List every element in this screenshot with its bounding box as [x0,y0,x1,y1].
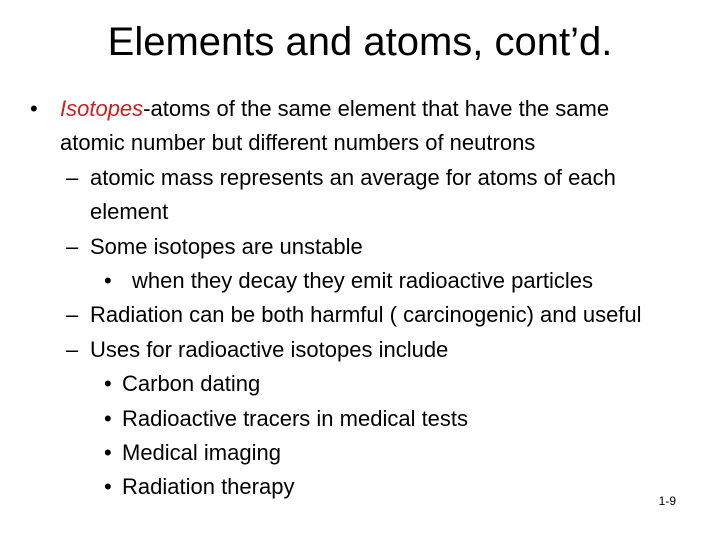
use-text: Radioactive tracers in medical tests [122,405,469,431]
bullet-marker: • [104,405,112,431]
isotopes-definition: -atoms of the same element that have the same [143,96,610,121]
subbullet-atomic-mass-continued [0,195,720,229]
dash-marker: – [66,336,79,362]
subbullet-text: Radiation can be both harmful ( carcinogenic) and useful [90,302,642,328]
list-item-use [0,402,720,436]
subbullet-atomic-mass [0,161,720,195]
slide-content [0,92,720,505]
list-item-use [0,436,720,470]
subbullet-text: Uses for radioactive isotopes include [90,336,449,362]
bullet-isotopes-continued [0,126,720,160]
subbullet-text: atomic mass represents an average for atoms of each [90,164,616,190]
bullet-marker: • [30,96,38,121]
subbullet-uses [0,333,720,367]
use-text: Medical imaging [122,439,281,465]
bullet-marker: • [104,371,112,397]
bullet-marker: • [104,474,112,500]
bullet-marker: • [104,439,112,465]
dash-marker: – [66,233,79,259]
subsubbullet-text: when they decay they emit radioactive particles [132,267,594,293]
subbullet-text: Some isotopes are unstable [90,233,363,259]
use-text: Carbon dating [122,371,261,397]
isotopes-definition-continued: atomic number but different numbers of neutrons [60,130,536,156]
list-item-use [0,367,720,401]
bullet-isotopes [0,92,720,126]
dash-marker: – [66,164,79,190]
subbullet-radiation [0,298,720,332]
slide-title: Elements and atoms, cont’d. [107,20,613,64]
isotopes-term: Isotopes [60,96,144,121]
bullet-text [60,92,609,126]
bullet-marker: • [104,267,112,293]
use-text: Radiation therapy [122,474,295,500]
page-number: 1-9 [658,494,676,508]
subbullet-unstable [0,230,720,264]
subbullet-text-continued: element [90,199,169,225]
dash-marker: – [66,302,79,328]
subsubbullet-decay [0,264,720,298]
list-item-use [0,470,720,504]
